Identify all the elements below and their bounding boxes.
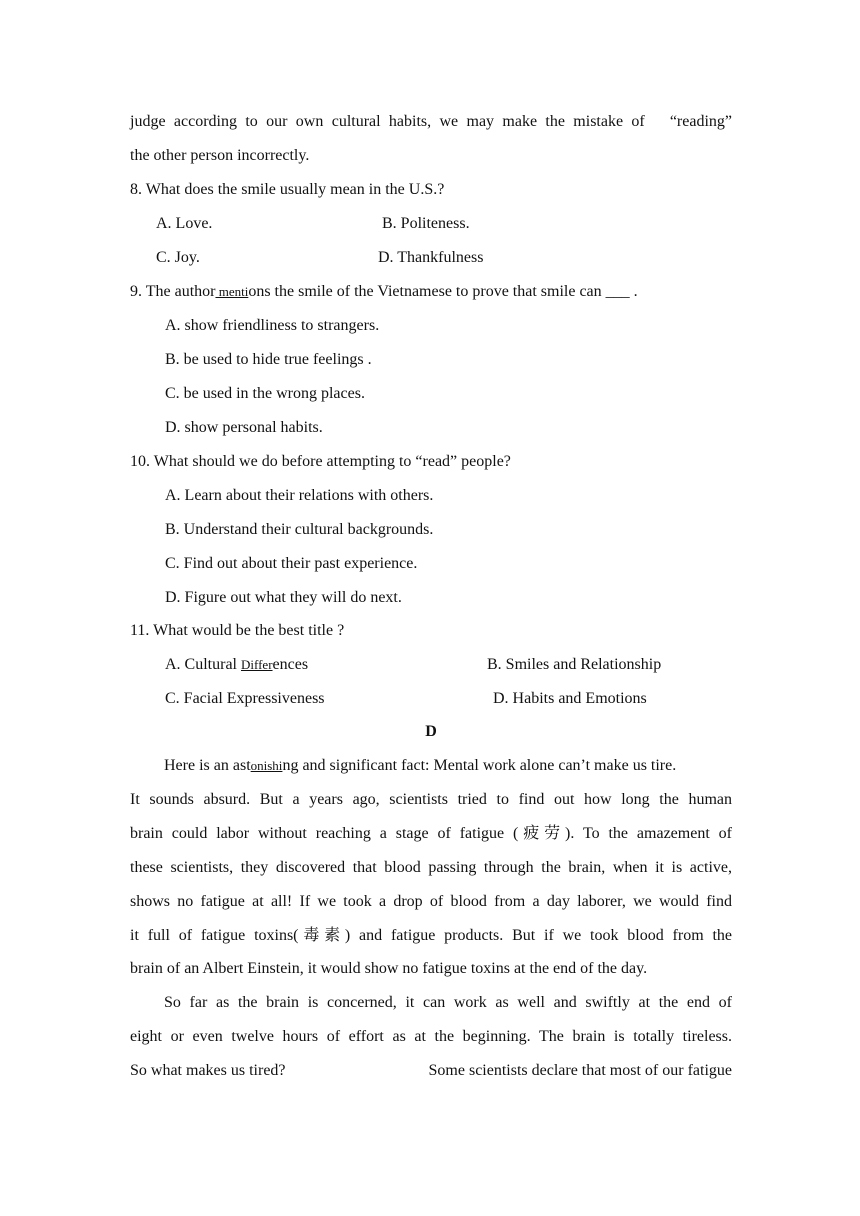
question-9-stem-start: 9. The author bbox=[130, 283, 216, 300]
question-8-stem: 8. What does the smile usually mean in the U.S.? bbox=[130, 181, 445, 198]
passage-d-p1-line-6: it full of fatigue toxins(毒素) and fatigue products. But if we took blood from the bbox=[130, 927, 732, 944]
question-9-option-d: D. show personal habits. bbox=[165, 419, 323, 436]
passage-d-p1-line-3: brain could labor without reaching a stage of fatigue (疲劳). To the amazement of bbox=[130, 825, 732, 842]
question-11-option-a-start: A. Cultural bbox=[165, 656, 241, 673]
question-9-option-a: A. show friendliness to strangers. bbox=[165, 317, 380, 334]
question-8-option-b: B. Politeness. bbox=[382, 215, 470, 232]
passage-d-p2-line-3-question: So what makes us tired? bbox=[130, 1062, 286, 1079]
question-11-option-d: D. Habits and Emotions bbox=[493, 690, 647, 707]
question-10-option-d: D. Figure out what they will do next. bbox=[165, 589, 402, 606]
passage-d-p1-line-5: shows no fatigue at all! If we took a drop of blood from a day laborer, we would find bbox=[130, 893, 732, 910]
section-d-heading: D bbox=[425, 723, 437, 740]
passage-d-p2-line-3-continuation: Some scientists declare that most of our fatigue bbox=[428, 1062, 732, 1079]
question-11-option-a-end: ences bbox=[272, 656, 309, 673]
passage-d-p1-line-4: these scientists, they discovered that blood passing through the brain, when it is active, bbox=[130, 859, 732, 876]
question-11-option-a-underlined: Differ bbox=[241, 657, 273, 672]
question-10-option-a: A. Learn about their relations with others. bbox=[165, 487, 434, 504]
question-8-option-a: A. Love. bbox=[156, 215, 213, 232]
question-11-option-b: B. Smiles and Relationship bbox=[487, 656, 662, 673]
passage-d-p1-line-1-start: Here is an ast bbox=[164, 757, 251, 774]
passage-d-p1-line-1 bbox=[164, 756, 732, 776]
passage-d-p1-line-1-end: ng and significant fact: Mental work alone can’t make us tire. bbox=[282, 757, 677, 774]
passage-c-line-2: the other person incorrectly. bbox=[130, 147, 310, 164]
passage-d-p2-line-1: So far as the brain is concerned, it can work as well and swiftly at the end of bbox=[164, 994, 732, 1011]
question-10-option-b: B. Understand their cultural backgrounds. bbox=[165, 521, 434, 538]
passage-d-p1-line-1-underlined: onishi bbox=[250, 758, 283, 773]
question-9-stem-underlined: menti bbox=[215, 284, 249, 299]
question-10-option-c: C. Find out about their past experience. bbox=[165, 555, 418, 572]
question-9-stem bbox=[130, 282, 732, 302]
question-11-option-a bbox=[165, 655, 308, 675]
question-9-option-c: C. be used in the wrong places. bbox=[165, 385, 365, 402]
question-9-stem-end: ons the smile of the Vietnamese to prove that smile can ___ . bbox=[248, 283, 638, 300]
passage-d-p2-line-2: eight or even twelve hours of effort as at the beginning. The brain is totally tireless. bbox=[130, 1028, 732, 1045]
question-11-option-c: C. Facial Expressiveness bbox=[165, 690, 325, 707]
question-8-option-c: C. Joy. bbox=[156, 249, 200, 266]
question-10-stem: 10. What should we do before attempting to “read” people? bbox=[130, 453, 511, 470]
passage-d-p2-line-3 bbox=[130, 1061, 732, 1081]
passage-d-p1-line-2: It sounds absurd. But a years ago, scientists tried to find out how long the human bbox=[130, 791, 732, 808]
question-11-stem: 11. What would be the best title ? bbox=[130, 622, 345, 639]
passage-c-line-1: judge according to our own cultural habits, we may make the mistake of “reading” bbox=[130, 113, 732, 130]
passage-d-p1-line-7: brain of an Albert Einstein, it would show no fatigue toxins at the end of the day. bbox=[130, 960, 648, 977]
question-8-option-d: D. Thankfulness bbox=[378, 249, 484, 266]
question-9-option-b: B. be used to hide true feelings . bbox=[165, 351, 372, 368]
